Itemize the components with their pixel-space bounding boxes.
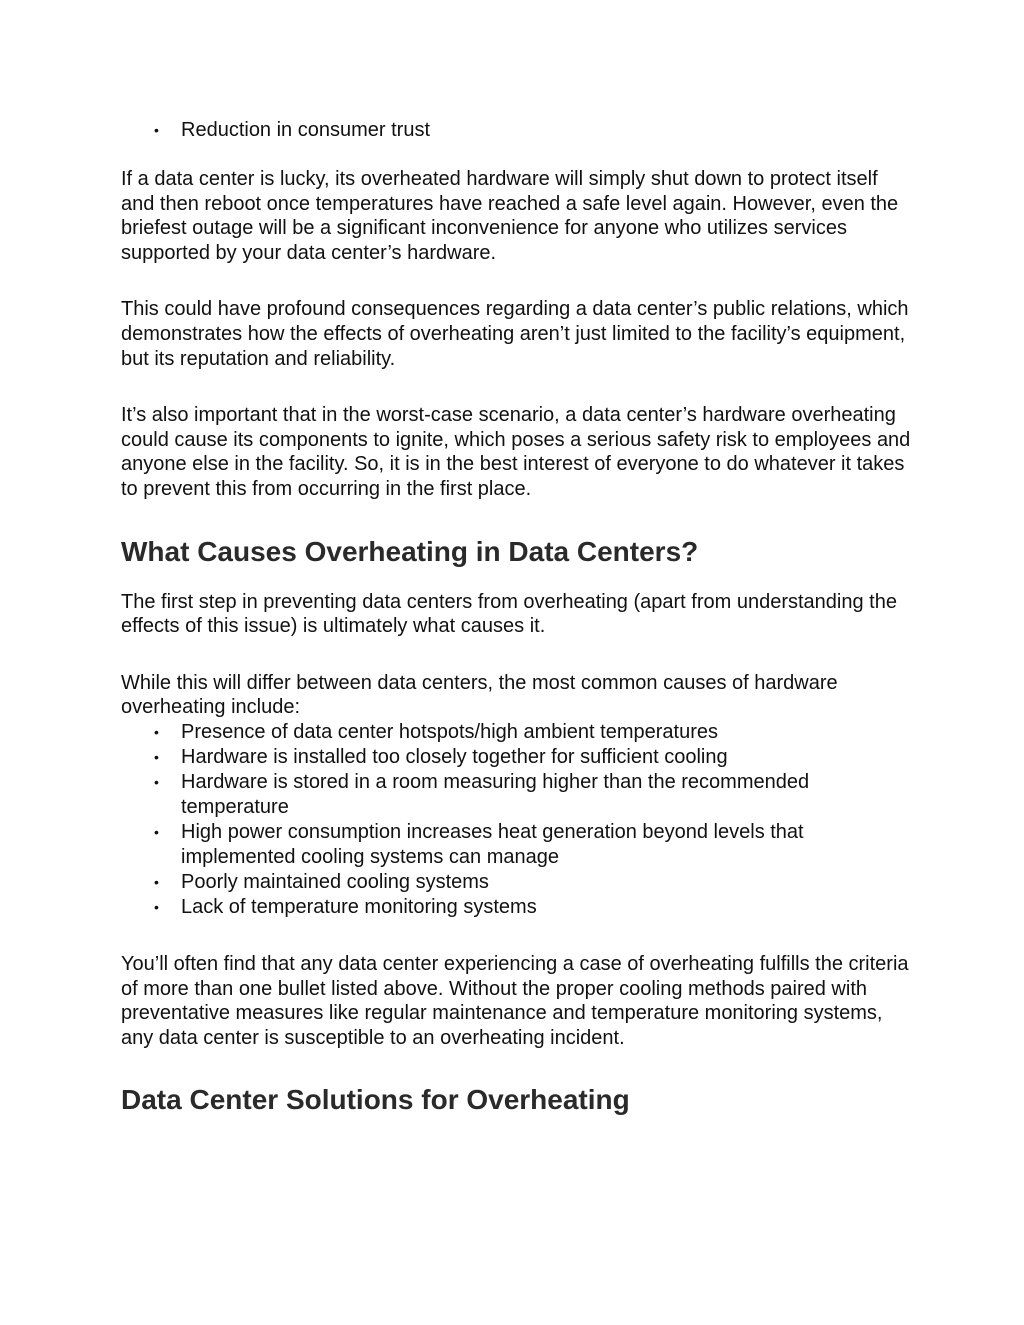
list-item	[121, 870, 911, 895]
list-item	[121, 895, 911, 920]
section-heading: What Causes Overheating in Data Centers?	[121, 535, 699, 567]
paragraph: If a data center is lucky, its overheated hardware will simply shut down to protect itself and then reboot once temperatures have reached a safe level again. However, even the briefest outage will be a significant inconvenience for anyone who utilizes services supported by your data center’s hardware.	[121, 168, 899, 264]
list-item-text: Hardware is stored in a room measuring higher than the recommended temperature	[181, 770, 810, 818]
document-page	[121, 118, 911, 1117]
bullet-icon: •	[154, 873, 159, 890]
paragraph: It’s also important that in the worst-case scenario, a data center’s hardware overheating could cause its components to ignite, which poses a serious safety risk to employees and anyone else in the facility. So, it is in the best interest of everyone to do whatever it takes to prevent this from occurring in the first place.	[121, 404, 911, 500]
effects-list	[121, 118, 911, 143]
bullet-icon: •	[154, 723, 159, 740]
paragraph: While this will differ between data centers, the most common causes of hardware overheating include:	[121, 671, 838, 719]
bullet-icon: •	[154, 773, 159, 790]
bullet-icon: •	[154, 823, 159, 840]
bullet-icon: •	[154, 748, 159, 765]
list-item	[121, 770, 911, 820]
section-heading: Data Center Solutions for Overheating	[121, 1084, 630, 1116]
list-item	[121, 745, 911, 770]
list-item	[121, 820, 911, 870]
list-item-text: Lack of temperature monitoring systems	[181, 895, 537, 918]
list-item-text: Poorly maintained cooling systems	[181, 870, 489, 893]
bullet-icon: •	[154, 122, 159, 138]
causes-list	[121, 720, 911, 920]
paragraph: The first step in preventing data centers from overheating (apart from understanding the effects of this issue) is ultimately what causes it.	[121, 590, 897, 638]
list-item-text: Hardware is installed too closely together for sufficient cooling	[181, 745, 728, 768]
list-item	[121, 118, 911, 143]
list-item-text: High power consumption increases heat generation beyond levels that implemented cooling systems can manage	[181, 820, 804, 868]
list-item	[121, 720, 911, 745]
paragraph: This could have profound consequences regarding a data center’s public relations, which demonstrates how the effects of overheating aren’t just limited to the facility’s equipment, but its reputation and reliability.	[121, 298, 909, 370]
list-item-text: Reduction in consumer trust	[181, 119, 431, 141]
paragraph: You’ll often find that any data center experiencing a case of overheating fulfills the criteria of more than one bullet listed above. Without the proper cooling methods paired with preventative measures like regular maintenance and temperature monitoring systems, any data center is susceptible to an overheating incident.	[121, 952, 909, 1049]
bullet-icon: •	[154, 898, 159, 915]
list-item-text: Presence of data center hotspots/high ambient temperatures	[181, 720, 718, 743]
